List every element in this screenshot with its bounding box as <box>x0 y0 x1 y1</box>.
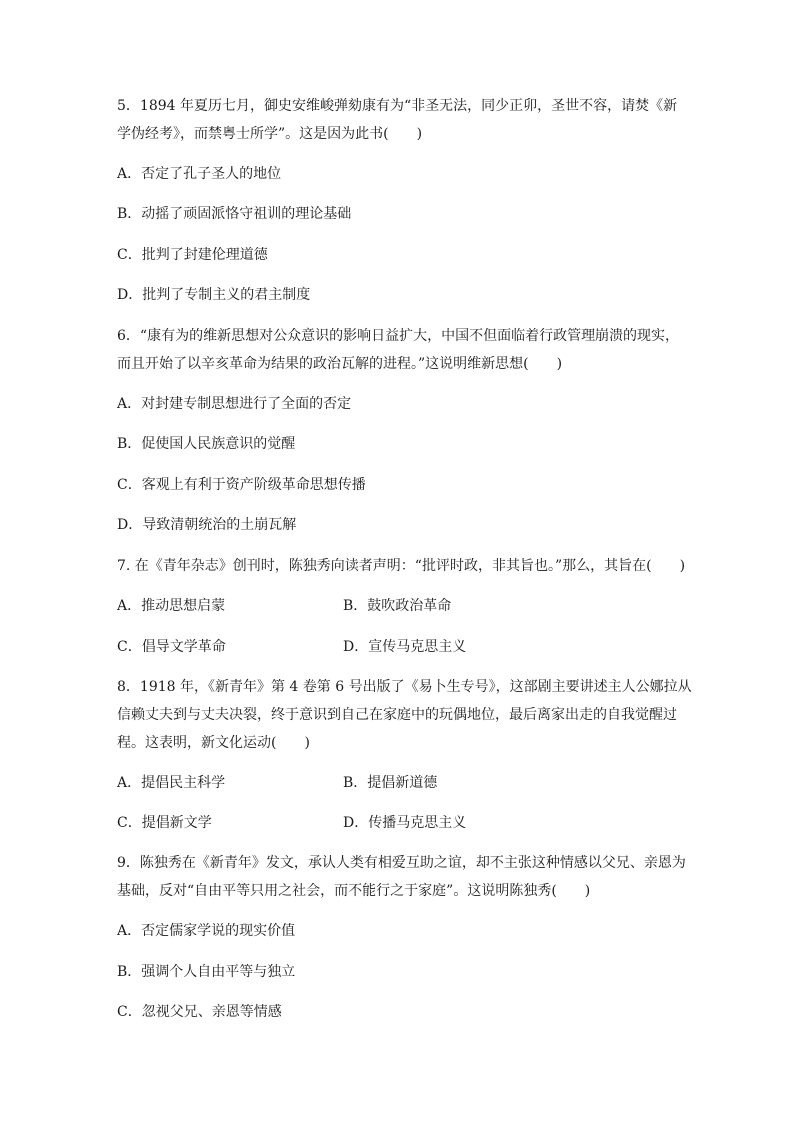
q8-option-b: B．提倡新道德 <box>343 775 438 791</box>
q7-stem-line-1: 7. 在《青年杂志》创刊时，陈独秀向读者声明：“批评时政，非其旨也。”那么，其旨在( ) <box>117 558 686 574</box>
q9-option-a: A．否定儒家学说的现实价值 <box>117 923 296 939</box>
q7-option-b: B．鼓吹政治革命 <box>343 598 452 614</box>
q6-stem-line-1: 6．“康有为的维新思想对公众意识的影响日益扩大，中国不但面临着行政管理崩溃的现实， <box>117 328 680 344</box>
q6-option-a: A．对封建专制思想进行了全面的否定 <box>117 396 352 412</box>
q8-stem-line-2: 信赖丈夫到与丈夫决裂，终于意识到自己在家庭中的玩偶地位，最后离家出走的自我觉醒过 <box>117 707 677 723</box>
q6-option-b: B．促使国人民族意识的觉醒 <box>117 436 296 452</box>
q9-option-c: C．忽视父兄、亲恩等情感 <box>117 1004 282 1020</box>
q5-stem-line-2: 学伪经考》，而禁粤士所学”。这是因为此书( ) <box>117 126 423 142</box>
q9-stem-line-2: 基础，反对“自由平等只用之社会，而不能行之于家庭”。这说明陈独秀( ) <box>117 883 591 899</box>
q6-option-c: C．客观上有利于资产阶级革命思想传播 <box>117 477 366 493</box>
q9-option-b: B．强调个人自由平等与独立 <box>117 964 296 980</box>
q8-option-c: C．提倡新文学 <box>117 815 212 831</box>
q5-option-b: B．动摇了顽固派恪守祖训的理论基础 <box>117 206 352 222</box>
q7-option-a: A．推动思想启蒙 <box>117 598 226 614</box>
q8-option-a: A．提倡民主科学 <box>117 775 226 791</box>
q8-stem-line-1: 8．1918 年，《新青年》第 4 卷第 6 号出版了《易卜生专号》，这部剧主要讲述主人公娜拉从 <box>117 679 692 695</box>
q5-option-d: D．批判了专制主义的君主制度 <box>117 287 311 303</box>
q7-option-d: D．宣传马克思主义 <box>343 639 467 655</box>
q8-option-d: D．传播马克思主义 <box>343 815 467 831</box>
q7-option-c: C．倡导文学革命 <box>117 639 226 655</box>
q6-option-d: D．导致清朝统治的土崩瓦解 <box>117 517 297 533</box>
q5-option-c: C．批判了封建伦理道德 <box>117 247 268 263</box>
q9-stem-line-1: 9．陈独秀在《新青年》发文，承认人类有相爱互助之谊，却不主张这种情感以父兄、亲恩为 <box>117 855 686 871</box>
q8-stem-line-3: 程。这表明，新文化运动( ) <box>117 735 310 751</box>
q5-option-a: A．否定了孔子圣人的地位 <box>117 166 282 182</box>
q6-stem-line-2: 而且开始了以辛亥革命为结果的政治瓦解的进程。”这说明维新思想( ) <box>117 356 563 372</box>
q5-stem-line-1: 5．1894 年夏历七月，御史安维峻弹劾康有为“非圣无法，同少正卯，圣世不容，请焚《新 <box>117 98 678 114</box>
